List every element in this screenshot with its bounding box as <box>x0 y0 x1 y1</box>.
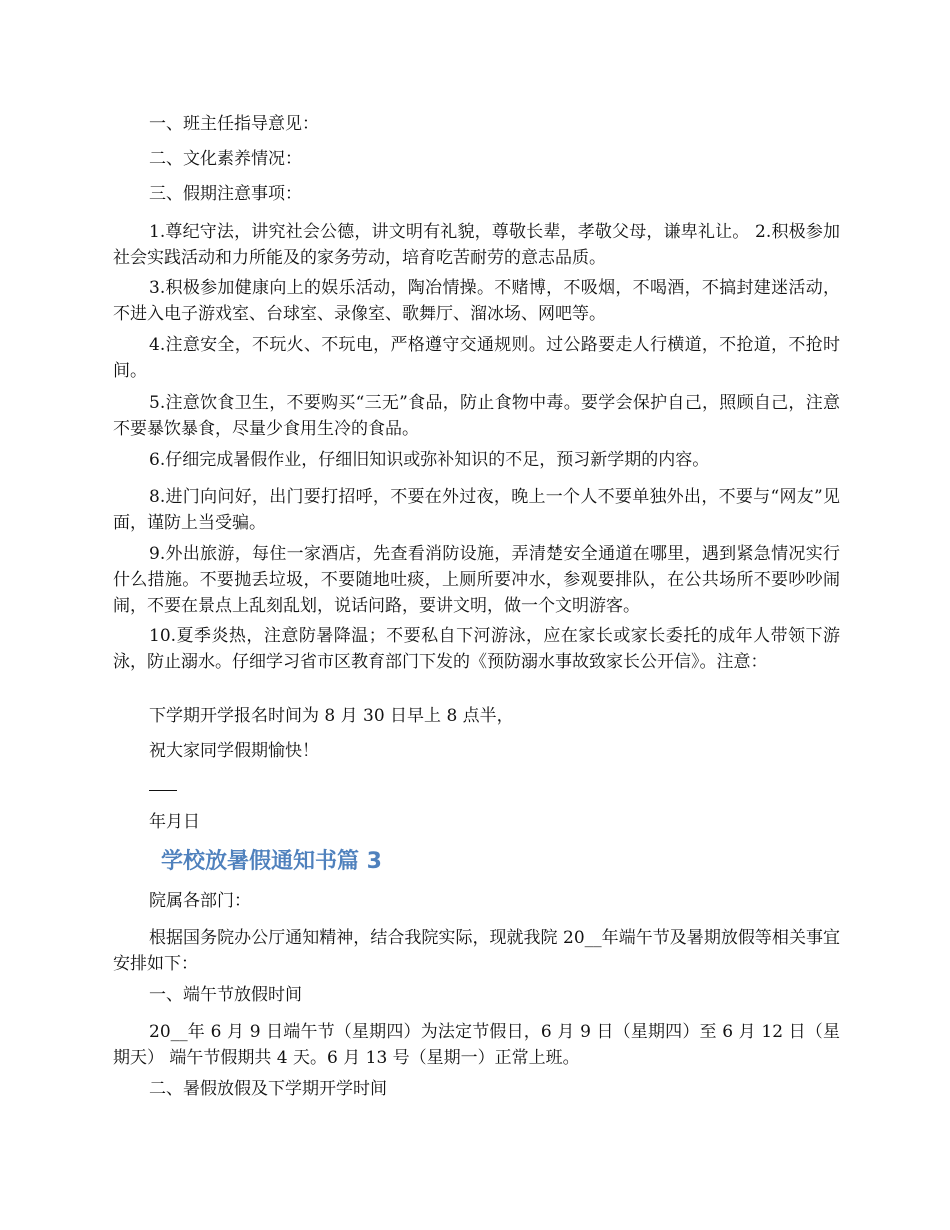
signature-line <box>149 790 177 791</box>
paragraph-dragon-boat-dates: 20__年 6 月 9 日端午节（星期四）为法定节假日，6 月 9 日（星期四）至 6 月 12 日（星期天） 端午节假期共 4 天。6 月 13 号（星期一）正常上班。 <box>113 1022 840 1068</box>
paragraph-headteacher-opinion: 一、班主任指导意见： <box>149 114 319 134</box>
paragraph-notice-items: 三、假期注意事项： <box>149 184 302 204</box>
paragraph-item-6: 6.仔细完成暑假作业，仔细旧知识或弥补知识的不足，预习新学期的内容。 <box>149 450 710 470</box>
paragraph-item-3: 3.积极参加健康向上的娱乐活动，陶冶情操。不赌博，不吸烟，不喝酒，不搞封建迷活动，不进入电子游戏室、台球室、录像室、歌舞厅、溜冰场、网吧等。 <box>113 278 840 324</box>
paragraph-summer-heading: 二、暑假放假及下学期开学时间 <box>149 1079 387 1099</box>
paragraph-item-5: 5.注意饮食卫生，不要购买“三无”食品，防止食物中毒。要学会保护自己，照顾自己，注意不要暴饮暴食，尽量少食用生冷的食品。 <box>113 393 840 439</box>
paragraph-culture: 二、文化素养情况： <box>149 149 302 169</box>
paragraph-item-8: 8.进门向问好，出门要打招呼，不要在外过夜，晚上一个人不要单独外出，不要与“网友”见面，谨防上当受骗。 <box>113 487 840 533</box>
paragraph-item-10: 10.夏季炎热，注意防暑降温；不要私自下河游泳，应在家长或家长委托的成年人带领下游泳，防止溺水。仔细学习省市区教育部门下发的《预防溺水事故致家长公开信》。注意： <box>113 626 840 672</box>
paragraph-intro: 根据国务院办公厅通知精神，结合我院实际，现就我院 20__年端午节及暑期放假等相关事宜安排如下： <box>113 928 840 974</box>
paragraph-item-4: 4.注意安全，不玩火、不玩电，严格遵守交通规则。过公路要走人行横道，不抢道，不抢时间。 <box>113 335 840 381</box>
paragraph-item-9: 9.外出旅游，每住一家酒店，先查看消防设施，弄清楚安全通道在哪里，遇到紧急情况实行什么措施。不要抛丢垃圾，不要随地吐痰，上厕所要冲水，参观要排队，在公共场所不要吵吵闹闹，不要在景点上乱刻乱划，说话问路，要讲文明，做一个文明游客。 <box>113 544 840 616</box>
date-line: 年月日 <box>149 812 200 832</box>
section-title: 学校放暑假通知书篇 3 <box>161 849 382 874</box>
paragraph-dragon-boat-heading: 一、端午节放假时间 <box>149 985 302 1005</box>
paragraph-item-1-2: 1.尊纪守法，讲究社会公德，讲文明有礼貌，尊敬长辈，孝敬父母，谦卑礼让。 2.积极参加社会实践活动和力所能及的家务劳动，培育吃苦耐劳的意志品质。 <box>113 222 840 268</box>
paragraph-registration-time: 下学期开学报名时间为 8 月 30 日早上 8 点半， <box>149 706 514 726</box>
paragraph-addressee: 院属各部门： <box>149 891 251 911</box>
paragraph-wishes: 祝大家同学假期愉快！ <box>149 741 319 761</box>
